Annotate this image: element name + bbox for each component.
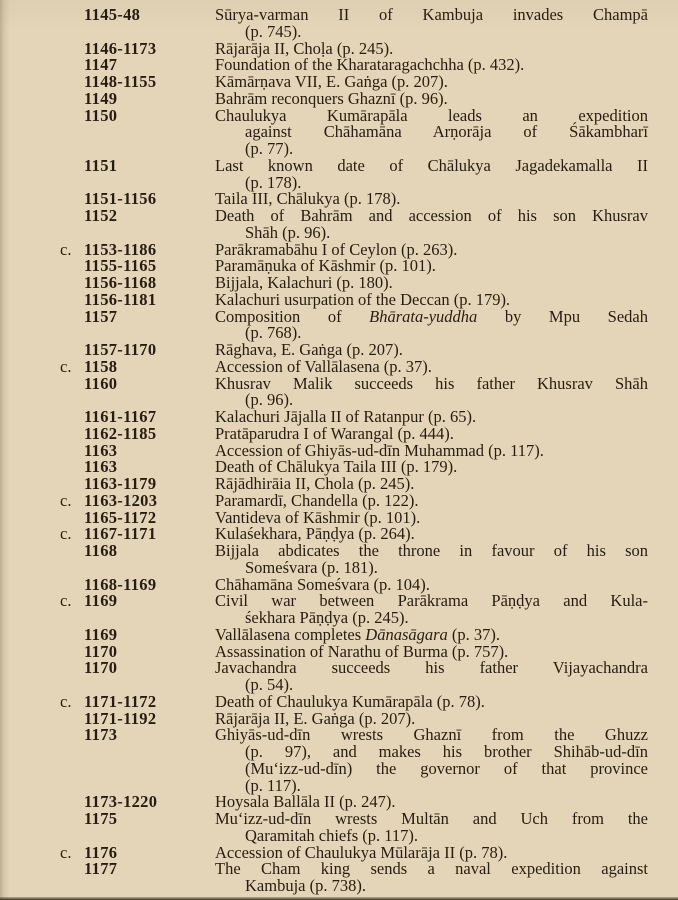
entry-date: 1161-1167 bbox=[84, 407, 157, 426]
event-text: Muʻizz-ud-dīn wrests Multān and Uch from the bbox=[215, 809, 648, 828]
entry-date: 1171-1172 bbox=[84, 691, 157, 711]
chronology-entry bbox=[0, 155, 678, 192]
event-text: (p. 768). bbox=[245, 323, 302, 343]
entry-event bbox=[215, 373, 648, 410]
chronology-entry bbox=[0, 208, 678, 242]
event-text: Bijjala abdicates the throne in favour of his son bbox=[215, 541, 648, 560]
italic-title: Dānasāgara bbox=[365, 624, 448, 644]
entry-date: 1156-1168 bbox=[84, 273, 157, 292]
event-text: by Mpu Sedah bbox=[477, 306, 648, 326]
entry-date: 1170 bbox=[84, 641, 118, 661]
entry-date: 1149 bbox=[84, 88, 118, 108]
entry-date: 1156-1181 bbox=[84, 289, 157, 309]
chronology-entry bbox=[0, 727, 678, 794]
entry-event bbox=[215, 593, 648, 627]
event-text: Qaramitah chiefs (p. 117). bbox=[245, 825, 419, 845]
entry-date: 1158 bbox=[84, 356, 118, 376]
entry-event bbox=[215, 727, 648, 794]
italic-title: Bhārata-yuddha bbox=[369, 306, 478, 326]
entry-event bbox=[215, 208, 648, 242]
event-text: Pratāparudra I of Warangal (p. 444). bbox=[215, 423, 454, 443]
event-text: Foundation of the Kharataragachchha (p. 432). bbox=[215, 55, 525, 75]
entry-date: 1171-1192 bbox=[84, 708, 157, 728]
event-text: Assassination of Narathu of Burma (p. 757). bbox=[215, 641, 509, 661]
entry-date: 1168 bbox=[84, 541, 118, 560]
event-text: Kāmārṇava VII, E. Gaṅga (p. 207). bbox=[215, 72, 448, 91]
entry-event bbox=[215, 861, 648, 895]
entry-date: 1173 bbox=[84, 725, 118, 745]
event-text: Sūrya-varman II of Kambuja invades Champā bbox=[215, 5, 648, 24]
event-text: Death of Chaulukya Kumārapāla (p. 78). bbox=[215, 691, 485, 711]
entry-date: 1163 bbox=[84, 457, 118, 477]
event-text: Parākramabāhu I of Ceylon (p. 263). bbox=[215, 239, 458, 259]
event-text: Kambuja (p. 738). bbox=[245, 876, 366, 895]
event-text: Kulaśekhara, Pāṇḍya (p. 264). bbox=[215, 524, 415, 544]
entry-date: 1150 bbox=[84, 105, 118, 125]
event-text: Accession of Ghiyās-ud-dīn Muhammad (p. 117). bbox=[215, 440, 544, 460]
event-text: Bahrām reconquers Ghaznī (p. 96). bbox=[215, 88, 448, 108]
entry-event bbox=[215, 155, 648, 192]
chronology-entry bbox=[0, 105, 678, 158]
event-text: (p. 37). bbox=[447, 624, 501, 644]
event-text: Civil war between Parākrama Pāṇḍya and Kula- bbox=[215, 591, 648, 611]
entry-date: 1167-1171 bbox=[84, 524, 157, 544]
entry-date: 1165-1172 bbox=[84, 507, 157, 527]
entry-date: 1169 bbox=[84, 591, 118, 611]
entry-date: 1151 bbox=[84, 155, 118, 175]
event-text: Chāhamāna Someśvara (p. 104). bbox=[215, 574, 430, 594]
event-text: Rājādhirāia II, Chola (p. 245). bbox=[215, 474, 415, 493]
entry-event bbox=[215, 660, 648, 694]
event-text: (p. 745). bbox=[245, 21, 302, 41]
event-text: Death of Chālukya Taila III (p. 179). bbox=[215, 457, 458, 477]
event-text: Death of Bahrām and accession of his son Khusrav bbox=[215, 206, 648, 225]
entry-date: 1157-1170 bbox=[84, 340, 157, 359]
entry-date: 1162-1185 bbox=[84, 423, 157, 443]
entry-date: 1145-48 bbox=[84, 5, 141, 24]
entry-date: 1168-1169 bbox=[84, 574, 157, 594]
entry-date: 1163-1179 bbox=[84, 474, 157, 493]
event-text: against Chāhamāna Arṇorāja of Śākambharī bbox=[245, 122, 648, 142]
entry-date: 1146-1173 bbox=[84, 38, 157, 58]
event-text: Bijjala, Kalachuri (p. 180). bbox=[215, 273, 393, 292]
circa-label: c. bbox=[60, 356, 72, 376]
event-text: Hoysala Ballāla II (p. 247). bbox=[215, 792, 396, 812]
event-text: Someśvara (p. 181). bbox=[245, 557, 378, 577]
event-text: (Muʻizz-ud-dīn) the governor of that province bbox=[245, 758, 648, 778]
chronology-entry bbox=[0, 811, 678, 845]
circa-label: c. bbox=[60, 239, 72, 259]
entry-date: 1173-1220 bbox=[84, 792, 158, 812]
entry-event bbox=[215, 105, 648, 158]
chronology-entry bbox=[0, 660, 678, 694]
entry-event bbox=[215, 811, 648, 845]
event-text: Accession of Vallālasena (p. 37). bbox=[215, 356, 432, 376]
entry-event bbox=[215, 7, 648, 41]
event-text: (p. 178). bbox=[245, 172, 302, 192]
event-text: Vallālasena completes bbox=[215, 624, 366, 644]
entry-event bbox=[215, 306, 648, 343]
event-text: Rāghava, E. Gaṅga (p. 207). bbox=[215, 340, 403, 359]
entry-date: 1151-1156 bbox=[84, 189, 157, 209]
entry-date: 1148-1155 bbox=[84, 72, 157, 91]
event-text: Shāh (p. 96). bbox=[245, 222, 331, 242]
entry-date: 1170 bbox=[84, 658, 118, 678]
chronology-entry bbox=[0, 306, 678, 343]
entry-date: 1169 bbox=[84, 624, 118, 644]
event-text: Paramardī, Chandella (p. 122). bbox=[215, 490, 419, 510]
event-text: (p. 54). bbox=[245, 675, 294, 694]
event-text: Rājarāja II, E. Gaṅga (p. 207). bbox=[215, 708, 416, 728]
event-text: Chaulukya Kumārapāla leads an expedition bbox=[215, 105, 648, 125]
event-text: Kalachuri usurpation of the Deccan (p. 179). bbox=[215, 289, 511, 309]
circa-label: c. bbox=[60, 842, 72, 862]
entry-date: 1163-1203 bbox=[84, 490, 158, 510]
entry-event bbox=[215, 543, 648, 577]
entry-date: 1160 bbox=[84, 373, 118, 393]
circa-label: c. bbox=[60, 524, 72, 544]
circa-label: c. bbox=[60, 490, 72, 510]
event-text: Composition of bbox=[215, 306, 370, 326]
event-line bbox=[245, 758, 648, 778]
chronology-entry bbox=[0, 373, 678, 410]
event-text: Accession of Chaulukya Mūlarāja II (p. 78). bbox=[215, 842, 508, 862]
event-text: śekhara Pāṇḍya (p. 245). bbox=[245, 608, 409, 627]
event-text: (p. 117). bbox=[245, 775, 301, 795]
event-text: (p. 97), and makes his brother Shihāb-ud-dīn bbox=[245, 742, 648, 761]
event-text: (p. 77). bbox=[245, 139, 294, 158]
event-text: Ghiyās-ud-dīn wrests Ghaznī from the Ghuzz bbox=[215, 725, 648, 745]
circa-label: c. bbox=[60, 691, 72, 711]
entry-date: 1153-1186 bbox=[84, 239, 157, 259]
event-text: Kalachuri Jājalla II of Ratanpur (p. 65). bbox=[215, 407, 477, 426]
entry-date: 1155-1165 bbox=[84, 256, 157, 276]
entry-date: 1152 bbox=[84, 206, 118, 225]
event-text: Vantideva of Kāshmir (p. 101). bbox=[215, 507, 421, 527]
event-line bbox=[245, 124, 648, 141]
entry-date: 1163 bbox=[84, 440, 118, 460]
chronology-entry bbox=[0, 861, 678, 895]
event-text: Taila III, Chālukya (p. 178). bbox=[215, 189, 401, 209]
event-text: Last known date of Chālukya Jagadekamalla II bbox=[215, 155, 648, 175]
event-text: The Cham king sends a naval expedition against bbox=[215, 859, 648, 879]
chronology-entry bbox=[0, 593, 678, 627]
entry-date: 1157 bbox=[84, 306, 118, 326]
event-text: Javachandra succeeds his father Vijayachandra bbox=[215, 658, 648, 678]
entry-date: 1176 bbox=[84, 842, 118, 862]
entry-date: 1177 bbox=[84, 859, 118, 879]
circa-label: c. bbox=[60, 591, 72, 611]
entry-date: 1147 bbox=[84, 55, 118, 75]
event-line bbox=[245, 878, 648, 895]
event-text: Khusrav Malik succeeds his father Khusrav Shāh bbox=[215, 373, 648, 393]
event-text: (p. 96). bbox=[245, 390, 294, 410]
event-text: Paramāṇuka of Kāshmir (p. 101). bbox=[215, 256, 436, 276]
entry-date: 1175 bbox=[84, 809, 118, 828]
event-text: Rājarāja II, Choḷa (p. 245). bbox=[215, 38, 394, 58]
chronology-entry bbox=[0, 7, 678, 41]
chronology-entry bbox=[0, 543, 678, 577]
